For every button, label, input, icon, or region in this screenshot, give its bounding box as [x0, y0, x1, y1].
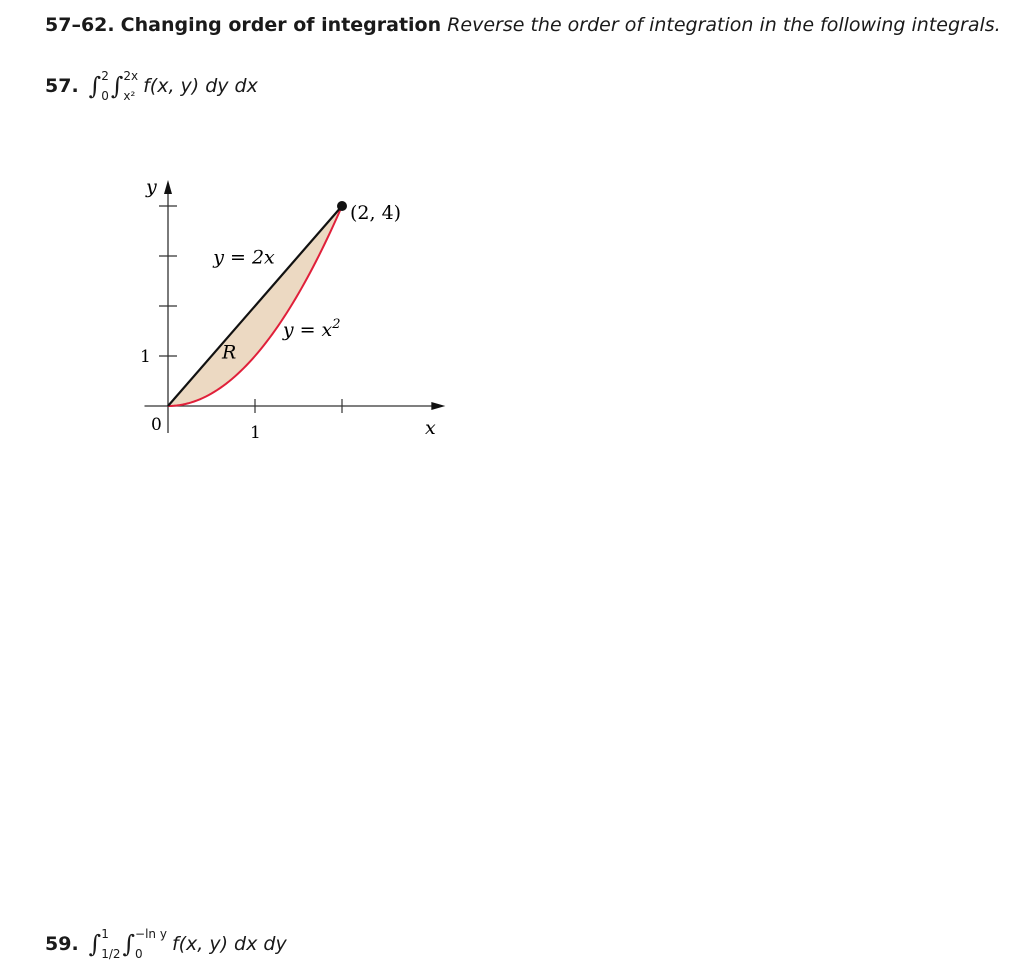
outer-upper-limit: 1	[101, 926, 109, 941]
outer-lower-limit: 1/2	[101, 946, 121, 961]
line-label: y = 2x	[213, 246, 275, 269]
problem-number: 59.	[45, 933, 79, 955]
x-axis-arrow-icon	[431, 402, 445, 410]
problem-59	[45, 926, 287, 961]
outer-lower-limit: 0	[101, 88, 109, 103]
problem-57	[45, 68, 258, 103]
curve-label	[282, 317, 341, 341]
inner-upper-limit: −ln y	[135, 926, 167, 941]
problem-number: 57.	[45, 75, 79, 97]
curve-label-exponent: 2	[332, 317, 341, 332]
inner-limits	[135, 926, 167, 961]
curve-label-base: y = x	[282, 319, 333, 341]
x-tick-label: 1	[250, 423, 261, 443]
integrand: f(x, y) dx dy	[171, 933, 287, 955]
point-2-4	[337, 201, 347, 211]
region-figure	[100, 130, 460, 474]
inner-lower-limit: x²	[123, 88, 136, 103]
integral-sign-icon: ∫	[88, 930, 102, 958]
integrand: f(x, y) dy dx	[143, 75, 258, 97]
section-header	[45, 14, 1001, 36]
outer-limits	[101, 926, 121, 961]
integral-sign-icon: ∫	[110, 72, 124, 100]
inner-lower-limit: 0	[135, 946, 143, 961]
section-instruction: Reverse the order of integration in the following integrals.	[447, 14, 1001, 36]
section-number-range: 57–62.	[45, 14, 115, 36]
origin-label: 0	[151, 415, 162, 435]
y-tick-label: 1	[140, 347, 151, 367]
region-label: R	[221, 341, 237, 364]
y-axis-label: y	[146, 176, 157, 198]
outer-upper-limit: 2	[101, 68, 109, 83]
point-label: (2, 4)	[350, 202, 402, 224]
inner-limits	[123, 68, 139, 103]
line-y-equals-2x	[168, 206, 342, 406]
integral-sign-icon: ∫	[122, 930, 136, 958]
inner-upper-limit: 2x	[123, 68, 139, 83]
y-axis-arrow-icon	[164, 180, 172, 194]
section-title: Changing order of integration	[120, 14, 442, 36]
outer-limits	[101, 68, 109, 103]
x-axis-label: x	[425, 417, 436, 439]
region-graph	[100, 130, 460, 470]
integral-sign-icon: ∫	[88, 72, 102, 100]
